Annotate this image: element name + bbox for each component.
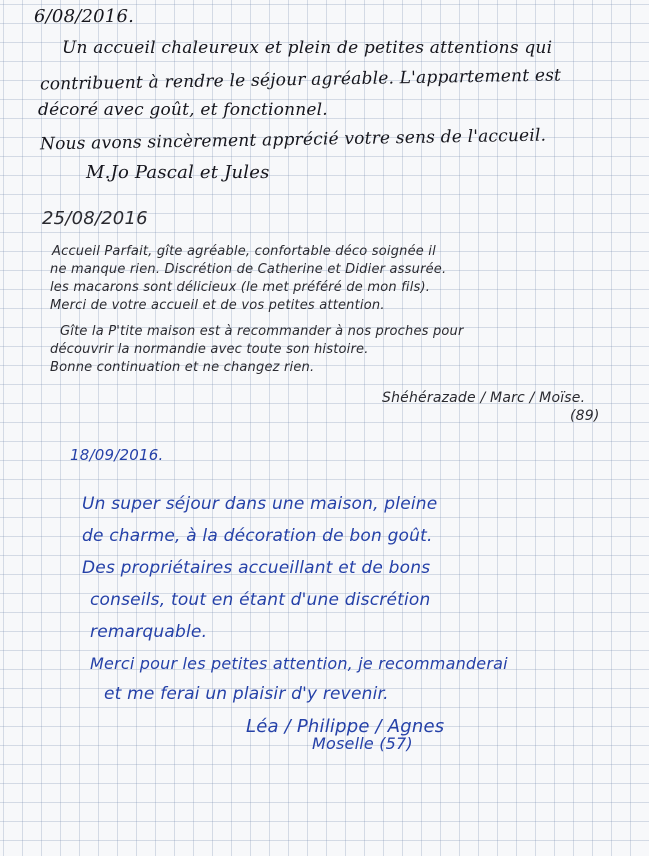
entry-line: les macarons sont délicieux (le met préféré de mon fils). (50, 280, 431, 295)
entry-line: Des propriétaires accueillant et de bons (82, 558, 431, 578)
entry-line: Accueil Parfait, gîte agréable, confortable déco soignée il (52, 244, 436, 259)
entry-line: Merci pour les petites attention, je recommanderai (90, 654, 508, 673)
entry-signature-note: (89) (570, 408, 600, 424)
entry-line: Nous avons sincèrement apprécié votre sens de l'accueil. (39, 125, 547, 155)
entry-signature: Shéhérazade / Marc / Moïse. (382, 390, 586, 406)
entry-line: de charme, à la décoration de bon goût. (82, 526, 433, 546)
entry-line: ne manque rien. Discrétion de Catherine et Didier assurée. (50, 262, 447, 277)
entry-line: Un accueil chaleureux et plein de petites attentions qui (62, 38, 553, 58)
entry-line: remarquable. (90, 622, 208, 642)
entry-line: Bonne continuation et ne changez rien. (50, 360, 315, 375)
entry-signature: Léa / Philippe / Agnes (246, 716, 445, 737)
entry-date: 25/08/2016 (42, 208, 148, 229)
entry-line: découvrir la normandie avec toute son histoire. (50, 342, 369, 357)
entry-line: Un super séjour dans une maison, pleine (82, 494, 438, 514)
entry-line: Gîte la P'tite maison est à recommander à nos proches pour (60, 324, 464, 339)
entry-date: 6/08/2016. (34, 6, 135, 27)
entry-line: contribuent à rendre le séjour agréable. L'appartement est (39, 65, 562, 95)
entry-date: 18/09/2016. (70, 446, 164, 464)
entry-signature: M.Jo Pascal et Jules (86, 162, 270, 183)
entry-signature-note: Moselle (57) (312, 734, 413, 753)
entry-line: et me ferai un plaisir d'y revenir. (104, 684, 389, 704)
entry-line: décoré avec goût, et fonctionnel. (38, 100, 328, 120)
entry-line: Merci de votre accueil et de vos petites attention. (50, 298, 385, 313)
entry-line: conseils, tout en étant d'une discrétion (90, 590, 431, 610)
